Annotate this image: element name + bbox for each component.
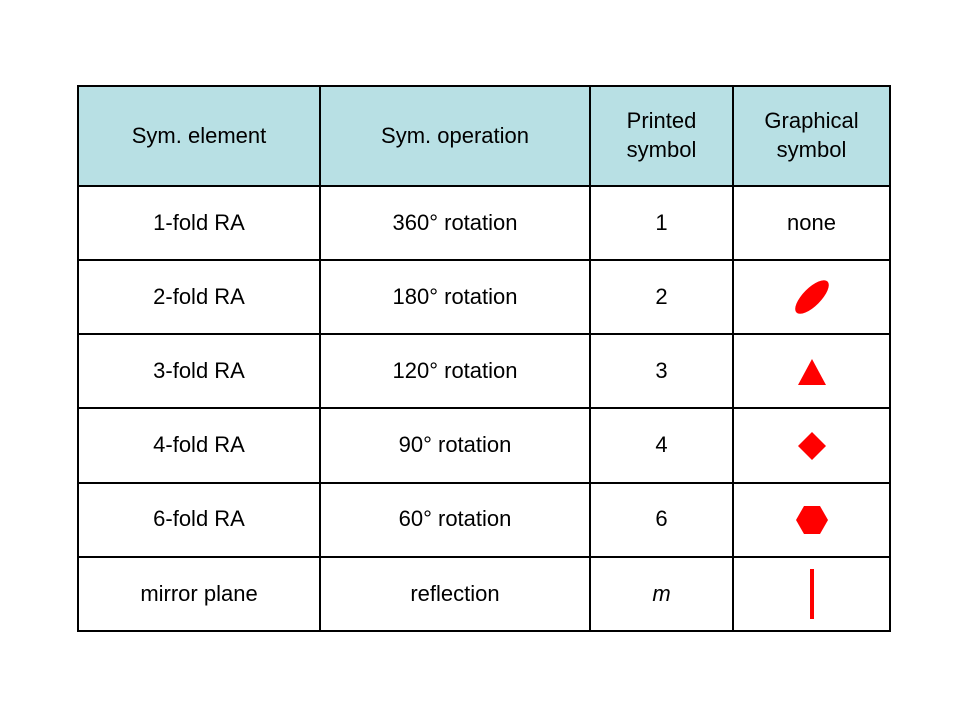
cell-printed: 2: [590, 260, 733, 334]
cell-graphical: [733, 408, 890, 482]
symmetry-table: [77, 85, 891, 632]
header-printed-symbol-label: Printed symbol: [626, 108, 697, 162]
table-row: [78, 557, 890, 631]
cell-graphical: [733, 557, 890, 631]
table-row: [78, 483, 890, 557]
cell-element: 1-fold RA: [78, 186, 320, 260]
cell-graphical: [733, 483, 890, 557]
cell-printed: 1: [590, 186, 733, 260]
header-graphical-symbol-label: Graphical symbol: [764, 108, 859, 162]
cell-element: mirror plane: [78, 557, 320, 631]
table-row: [78, 260, 890, 334]
cell-element: 2-fold RA: [78, 260, 320, 334]
cell-element: 4-fold RA: [78, 408, 320, 482]
cell-element: 6-fold RA: [78, 483, 320, 557]
hexagon-icon: [795, 505, 829, 535]
line-icon: [807, 569, 817, 619]
cell-printed: 6: [590, 483, 733, 557]
cell-operation: reflection: [320, 557, 590, 631]
cell-operation: 180° rotation: [320, 260, 590, 334]
header-printed-symbol: [590, 86, 733, 186]
cell-graphical: [733, 260, 890, 334]
header-graphical-symbol: [733, 86, 890, 186]
square-icon: [797, 431, 827, 461]
cell-printed: 4: [590, 408, 733, 482]
header-sym-operation: Sym. operation: [320, 86, 590, 186]
cell-operation: 360° rotation: [320, 186, 590, 260]
header-sym-element: Sym. element: [78, 86, 320, 186]
ellipse-icon: [790, 280, 834, 314]
triangle-icon: [797, 358, 827, 386]
cell-graphical: [733, 334, 890, 408]
cell-printed: 3: [590, 334, 733, 408]
table-row: [78, 334, 890, 408]
table-row: [78, 186, 890, 260]
cell-printed: m: [590, 557, 733, 631]
cell-operation: 90° rotation: [320, 408, 590, 482]
table-header-row: [78, 86, 890, 186]
table-row: [78, 408, 890, 482]
cell-element: 3-fold RA: [78, 334, 320, 408]
cell-graphical: none: [733, 186, 890, 260]
cell-operation: 60° rotation: [320, 483, 590, 557]
cell-operation: 120° rotation: [320, 334, 590, 408]
